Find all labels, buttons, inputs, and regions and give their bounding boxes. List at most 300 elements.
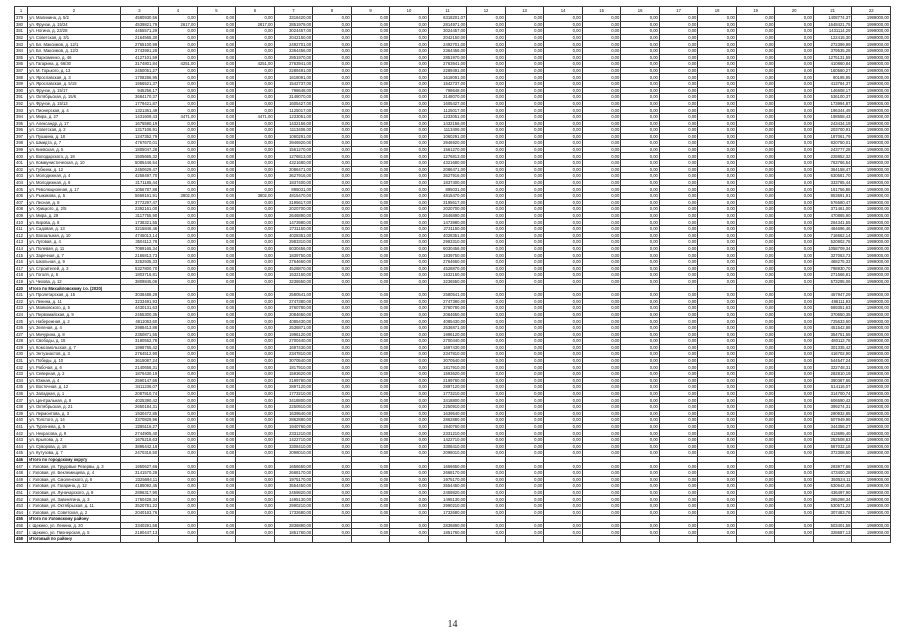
address-cell: ул. Коммунистическая, д. 10 [28,160,120,167]
value-cell: 0,00 [467,47,506,54]
value-cell: 0,00 [159,384,198,391]
value-cell [775,456,814,463]
value-cell: 1999000,00 [852,364,891,371]
value-cell: 0,00 [736,305,775,312]
value-cell: 0,00 [197,47,236,54]
table-row [15,232,891,239]
value-cell: 390387,66 [813,377,852,384]
row-number-cell: 408 [15,206,28,213]
value-cell: 3236550,00 [428,278,467,285]
value-cell: 0,00 [621,305,660,312]
value-cell: 0,00 [582,496,621,503]
value-cell: 0,00 [775,67,814,74]
value-cell: 0,00 [390,417,429,424]
value-cell: 0,00 [351,94,390,101]
value-cell: 0,00 [159,54,198,61]
value-cell: 1532150,00 [428,272,467,279]
value-cell: 0,00 [544,522,583,529]
value-cell: 328687,13 [813,529,852,536]
address-cell: ул. Крылова, д. 2 [28,437,120,444]
value-cell: 0,00 [582,522,621,529]
value-cell: 0,00 [659,338,698,345]
value-cell: 0,00 [544,107,583,114]
value-cell: 0,00 [698,252,737,259]
value-cell [120,516,159,523]
table-row [15,34,891,41]
value-cell [159,285,198,292]
value-cell: 2862880,00 [274,417,313,424]
value-cell: 0,00 [698,338,737,345]
row-number-cell: 388 [15,74,28,81]
value-cell: 0,00 [467,357,506,364]
value-cell: 0,00 [544,483,583,490]
value-cell: 1999000,00 [852,193,891,200]
value-cell: 0,00 [313,443,352,450]
value-cell: 0,00 [621,127,660,134]
value-cell: 0,00 [236,331,275,338]
row-number-cell: 398 [15,140,28,147]
address-cell: ул. Советская, д. 3/1 [28,34,120,41]
value-cell: 0,00 [390,318,429,325]
value-cell: 3684170,37 [120,94,159,101]
value-cell: 0,00 [698,509,737,516]
value-cell: 0,00 [621,364,660,371]
value-cell: 0,00 [159,120,198,127]
value-cell: 0,00 [159,87,198,94]
address-cell: г. Щекино, ул. Пионерская, д. 5 [28,529,120,536]
value-cell: 0,00 [659,245,698,252]
value-cell: 0,00 [775,437,814,444]
value-cell: 0,00 [313,199,352,206]
value-cell: 0,00 [659,469,698,476]
value-cell: 0,00 [390,404,429,411]
value-cell: 1408774,37 [813,15,852,22]
column-number-cell: 14 [544,7,583,15]
value-cell: 0,00 [351,199,390,206]
address-cell: ул. Энтузиастов, д. 3 [28,351,120,358]
value-cell: 0,00 [159,469,198,476]
value-cell: 0,00 [467,54,506,61]
value-cell: 0,00 [698,166,737,173]
address-cell: ул. Революционная, д. 17 [28,186,120,193]
address-cell: ул. Киевская, д. 5 [28,146,120,153]
value-cell [544,535,583,542]
value-cell: 0,00 [197,94,236,101]
value-cell: 0,00 [313,469,352,476]
value-cell: 0,00 [236,120,275,127]
value-cell: 0,00 [544,258,583,265]
address-cell: Итого по Михайловскому г.о. (2020) [28,285,120,292]
value-cell: 0,00 [621,384,660,391]
value-cell: 0,00 [236,140,275,147]
value-cell: 0,00 [736,67,775,74]
value-cell: 895031,00 [274,186,313,193]
value-cell: 0,00 [582,21,621,28]
value-cell: 0,00 [197,212,236,219]
value-cell: 0,00 [236,509,275,516]
value-cell: 0,00 [659,199,698,206]
data-table [14,6,891,543]
value-cell: 0,00 [505,258,544,265]
value-cell: 0,00 [351,377,390,384]
table-row [15,291,891,298]
value-cell: 1999000,00 [852,74,891,81]
value-cell: 0,00 [544,469,583,476]
value-cell: 0,00 [159,47,198,54]
row-number-cell: 440 [15,417,28,424]
value-cell: 0,00 [351,305,390,312]
value-cell: 0,00 [236,298,275,305]
value-cell [428,285,467,292]
value-cell: 0,00 [505,219,544,226]
value-cell: 0,00 [736,41,775,48]
value-cell: 0,00 [313,437,352,444]
value-cell: 1999000,00 [852,140,891,147]
value-cell: 0,00 [775,206,814,213]
value-cell: 1999000,00 [852,94,891,101]
value-cell: 0,00 [659,502,698,509]
value-cell: 0,00 [544,199,583,206]
value-cell: 0,00 [390,94,429,101]
value-cell: 2084650,00 [428,311,467,318]
value-cell: 0,00 [505,252,544,259]
value-cell: 1956521,37 [120,80,159,87]
value-cell: 0,00 [351,206,390,213]
value-cell: 3418800,00 [274,397,313,404]
value-cell: 0,00 [390,272,429,279]
value-cell: 0,00 [659,61,698,68]
address-cell: ул. Садовая, д. 13 [28,226,120,233]
value-cell [428,516,467,523]
value-cell: 1999000,00 [852,476,891,483]
table-row [15,80,891,87]
value-cell: 0,00 [505,146,544,153]
value-cell: 0,00 [736,404,775,411]
value-cell: 2817,00 [236,21,275,28]
value-cell: 0,00 [236,463,275,470]
value-cell: 0,00 [390,502,429,509]
value-cell: 0,00 [659,423,698,430]
row-number-cell: 389 [15,80,28,87]
row-number-cell: 428 [15,338,28,345]
value-cell: 0,00 [698,318,737,325]
value-cell: 0,00 [505,397,544,404]
address-cell: ул. Тургенева, д. 5 [28,423,120,430]
value-cell: 0,00 [775,258,814,265]
value-cell: 0,00 [467,232,506,239]
value-cell: 0,00 [544,146,583,153]
value-cell: 0,00 [544,120,583,127]
value-cell: 0,00 [505,410,544,417]
value-cell: 399274,31 [813,404,852,411]
value-cell: 0,00 [159,463,198,470]
value-cell [351,285,390,292]
value-cell: 0,00 [390,338,429,345]
value-cell: 0,00 [351,80,390,87]
value-cell: 0,00 [775,384,814,391]
value-cell: 0,00 [313,483,352,490]
value-cell: 0,00 [159,146,198,153]
value-cell: 2084650,00 [274,311,313,318]
value-cell: 2140658,31 [120,364,159,371]
value-cell: 0,00 [467,384,506,391]
value-cell: 0,00 [197,226,236,233]
address-cell: ул. Центральная, д. 8 [28,397,120,404]
value-cell: 0,00 [313,489,352,496]
value-cell: 0,00 [659,463,698,470]
value-cell: 0,00 [390,291,429,298]
value-cell: 0,00 [505,15,544,22]
address-cell: ул. Западная, д. 1 [28,390,120,397]
value-cell: 0,00 [505,179,544,186]
value-cell: 0,00 [313,410,352,417]
value-cell: 3554450,00 [428,483,467,490]
value-cell: 0,00 [736,344,775,351]
value-cell: 0,00 [236,496,275,503]
address-cell: ул. Ярославская, д. 3 [28,74,120,81]
value-cell: 0,00 [159,15,198,22]
value-cell: 0,00 [621,41,660,48]
value-cell: 0,00 [736,179,775,186]
value-cell: 0,00 [582,226,621,233]
value-cell: 0,00 [775,153,814,160]
value-cell: 0,00 [313,107,352,114]
value-cell: 0,00 [505,34,544,41]
value-cell [505,535,544,542]
address-cell: ул. М. Горького, д. 13 [28,67,120,74]
value-cell: 0,00 [621,219,660,226]
value-cell: 0,00 [544,417,583,424]
address-cell: ул. Южная, д. 4 [28,377,120,384]
value-cell: 1773210,00 [428,390,467,397]
value-cell: 1999000,00 [852,344,891,351]
value-cell: 0,00 [736,311,775,318]
value-cell: 379535,28 [813,47,852,54]
value-cell: 0,00 [467,437,506,444]
value-cell: 0,00 [197,258,236,265]
value-cell: 0,00 [351,496,390,503]
value-cell: 0,00 [159,80,198,87]
value-cell: 0,00 [159,364,198,371]
table-row [15,450,891,457]
column-number-cell: 18 [698,7,737,15]
value-cell: 0,00 [659,153,698,160]
value-cell: 0,00 [159,212,198,219]
value-cell: 4528870,00 [428,265,467,272]
value-cell: 0,00 [582,318,621,325]
address-cell: г. Узловая, ул. Трудовые Резервы, д. 3 [28,463,120,470]
value-cell: 0,00 [236,47,275,54]
value-cell: 0,00 [736,430,775,437]
column-number-cell: 19 [736,7,775,15]
value-cell: 0,00 [159,483,198,490]
value-cell: 0,00 [313,113,352,120]
value-cell: 1999000,00 [852,80,891,87]
value-cell: 0,00 [659,120,698,127]
row-number-cell: 432 [15,364,28,371]
value-cell: 0,00 [698,443,737,450]
value-cell: 1999000,00 [852,232,891,239]
value-cell: 0,00 [313,61,352,68]
value-cell: 1431609,43 [120,113,159,120]
value-cell: 0,00 [197,206,236,213]
address-cell: г. Узловая, ул. Луначарского, д. 8 [28,489,120,496]
address-cell: ул. Губкина, д. 12 [28,166,120,173]
row-number-cell: 401 [15,160,28,167]
address-cell: ул. Мичурина, д. 8 [28,331,120,338]
value-cell: 0,00 [582,437,621,444]
value-cell: 0,00 [775,371,814,378]
value-cell: 3148070,00 [274,94,313,101]
value-cell: 0,00 [390,87,429,94]
value-cell: 0,00 [505,127,544,134]
value-cell: 0,00 [736,146,775,153]
value-cell: 0,00 [736,61,775,68]
value-cell: 0,00 [775,410,814,417]
value-cell: 0,00 [159,437,198,444]
value-cell: 0,00 [775,61,814,68]
value-cell: 0,00 [505,41,544,48]
value-cell: 0,00 [698,377,737,384]
value-cell: 0,00 [467,351,506,358]
value-cell: 0,00 [659,305,698,312]
value-cell: 576680,47 [813,199,852,206]
value-cell: 0,00 [467,193,506,200]
value-cell: 0,00 [313,100,352,107]
row-number-cell: 390 [15,87,28,94]
value-cell: 0,00 [313,476,352,483]
value-cell: 0,00 [197,252,236,259]
address-cell: ул. Школьная, д. 9 [28,258,120,265]
value-cell: 0,00 [698,146,737,153]
value-cell: 2851979,00 [274,21,313,28]
value-cell: 0,00 [621,67,660,74]
value-cell: 0,00 [313,298,352,305]
value-cell: 0,00 [236,377,275,384]
value-cell: 0,00 [775,113,814,120]
value-cell: 0,00 [505,522,544,529]
value-cell: 0,00 [159,265,198,272]
value-cell: 0,00 [736,226,775,233]
value-cell: 3520781,22 [120,502,159,509]
value-cell: 122415,30 [813,34,852,41]
value-cell: 0,00 [582,351,621,358]
value-cell: 0,00 [159,291,198,298]
value-cell [621,516,660,523]
value-cell: 0,00 [582,87,621,94]
value-cell: 0,00 [159,318,198,325]
table-row [15,127,891,134]
value-cell: 669351,63 [813,305,852,312]
value-cell: 0,00 [582,34,621,41]
address-cell: ул. Вокзальная, д. 10 [28,232,120,239]
value-cell: 0,00 [313,54,352,61]
value-cell [236,516,275,523]
table-row [15,404,891,411]
row-number-cell: 457 [15,529,28,536]
value-cell: 0,00 [582,47,621,54]
value-cell: 2851970,00 [274,54,313,61]
value-cell: 536100,37 [813,94,852,101]
table-row [15,437,891,444]
value-cell: 0,00 [236,404,275,411]
row-number-cell: 405 [15,186,28,193]
table-row [15,166,891,173]
address-cell: ул. Молодежная, д. 6 [28,179,120,186]
row-number-cell: 445 [15,450,28,457]
value-cell: 0,00 [582,384,621,391]
value-cell: 2646890,00 [428,212,467,219]
value-cell: 630581,70 [813,173,852,180]
value-cell: 530571,22 [813,502,852,509]
value-cell: 1760428,34 [120,496,159,503]
value-cell [313,456,352,463]
value-cell: 0,00 [159,232,198,239]
value-cell: 0,00 [197,496,236,503]
value-cell: 2897120,00 [274,384,313,391]
value-cell: 0,00 [736,529,775,536]
value-cell: 0,00 [351,357,390,364]
value-cell: 0,00 [313,21,352,28]
value-cell: 0,00 [582,54,621,61]
value-cell: 0,00 [505,502,544,509]
value-cell: 0,00 [775,522,814,529]
value-cell: 1999000,00 [852,21,891,28]
value-cell: 0,00 [544,272,583,279]
value-cell: 0,00 [698,21,737,28]
value-cell: 0,00 [659,404,698,411]
value-cell: 1817910,00 [274,364,313,371]
value-cell: 0,00 [236,450,275,457]
row-number-cell: 433 [15,371,28,378]
value-cell: 0,00 [159,430,198,437]
value-cell: 1999000,00 [852,351,891,358]
column-number-cell: 7 [274,7,313,15]
value-cell: 0,00 [544,133,583,140]
value-cell: 0,00 [659,298,698,305]
value-cell: 0,00 [467,80,506,87]
value-cell: 2098010,00 [428,450,467,457]
value-cell: 0,00 [351,529,390,536]
value-cell: 0,00 [698,291,737,298]
value-cell: 0,00 [505,107,544,114]
value-cell: 0,00 [197,272,236,279]
address-cell: ул. Пархоменко, д. 46 [28,54,120,61]
table-row [15,28,891,35]
address-cell: Итого по городскому округу [28,456,120,463]
column-number-cell: 6 [236,7,275,15]
value-cell: 4455571,29 [120,28,159,35]
value-cell [736,456,775,463]
value-cell: 0,00 [505,404,544,411]
value-cell: 0,00 [544,364,583,371]
value-cell: 0,00 [197,344,236,351]
value-cell: 1708286,95 [120,74,159,81]
value-cell: 0,00 [698,100,737,107]
table-row [15,74,891,81]
value-cell: 2646890,00 [274,212,313,219]
value-cell: 265298,34 [813,496,852,503]
row-number-cell: 416 [15,258,28,265]
value-cell: 0,00 [775,390,814,397]
value-cell: 0,00 [544,443,583,450]
value-cell: 0,00 [621,252,660,259]
value-cell: 3946920,00 [428,140,467,147]
value-cell: 0,00 [544,226,583,233]
value-cell: 0,00 [236,160,275,167]
value-cell: 2042150,00 [428,34,467,41]
value-cell: 0,00 [544,324,583,331]
